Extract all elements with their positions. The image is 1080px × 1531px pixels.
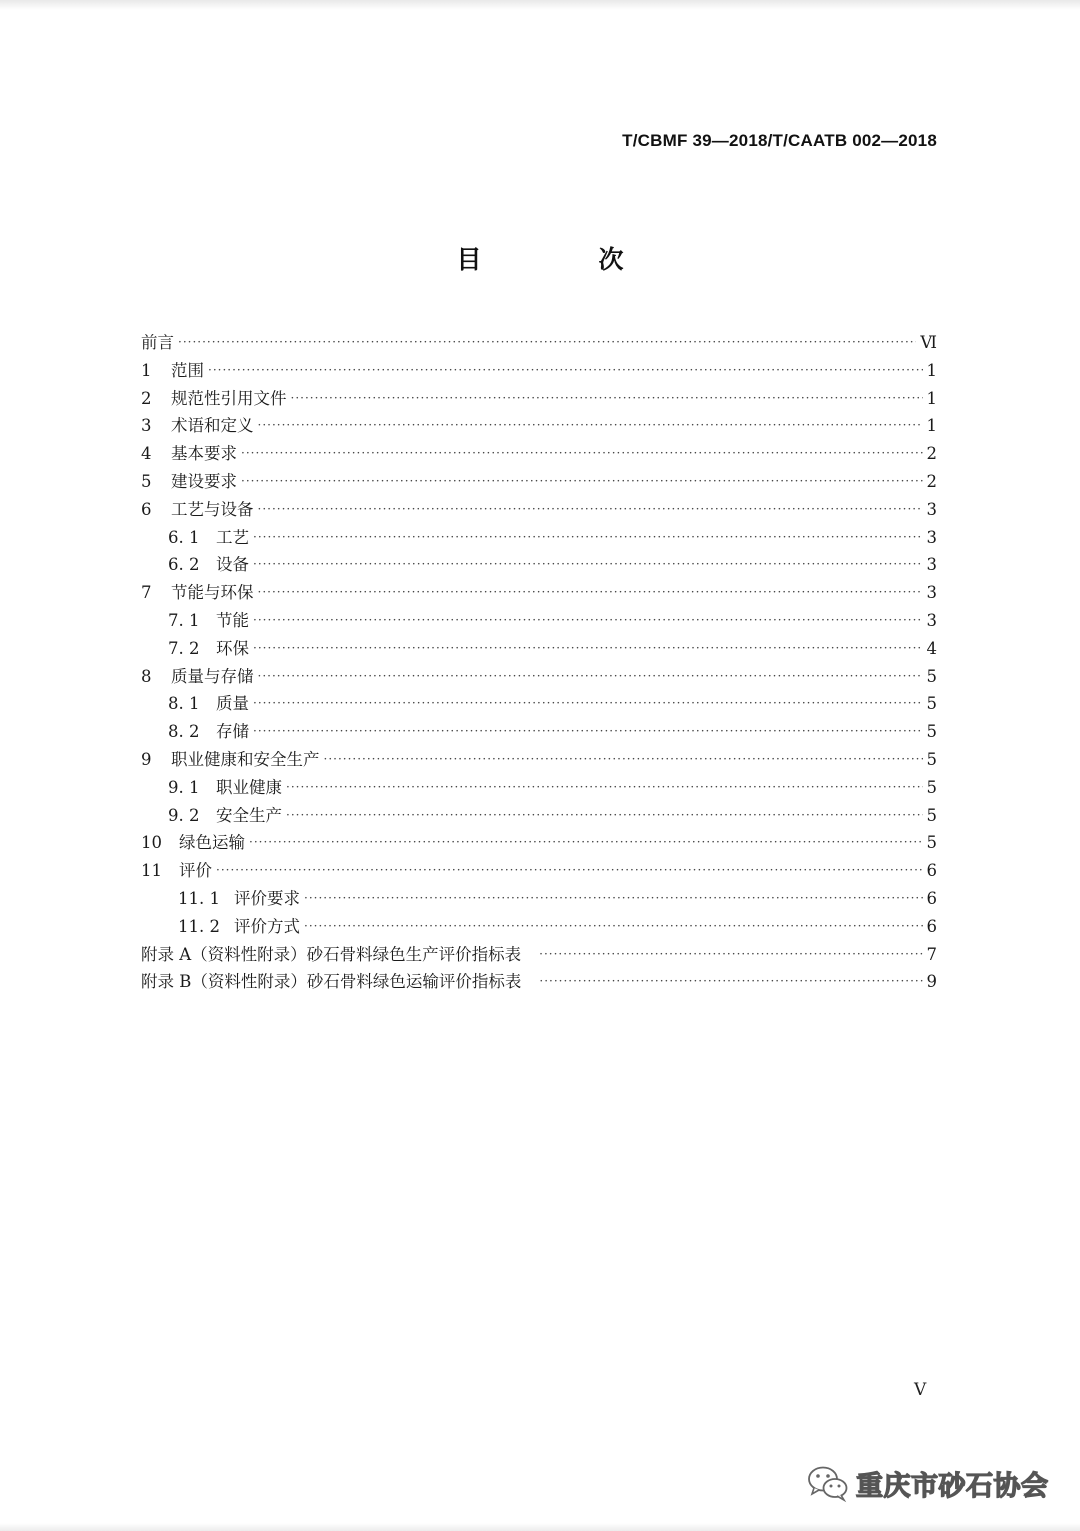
toc-entry-label: 职业健康和安全生产 bbox=[171, 749, 320, 769]
toc-entry-page: 5 bbox=[926, 805, 937, 825]
toc-entry-page: 5 bbox=[926, 694, 937, 714]
toc-entry-11-1[interactable] bbox=[141, 885, 937, 913]
toc-entry-9-2[interactable] bbox=[141, 802, 937, 830]
toc-entry-10[interactable] bbox=[141, 829, 937, 857]
toc-entry-page: 3 bbox=[926, 610, 937, 630]
toc-entry-appendix-a[interactable] bbox=[141, 941, 937, 969]
leader-dots bbox=[208, 357, 923, 385]
page-number: Ⅴ bbox=[914, 1380, 927, 1400]
leader-dots bbox=[286, 774, 923, 802]
leader-dots bbox=[539, 968, 922, 996]
toc-entry-number: 8. 1 bbox=[168, 694, 200, 714]
leader-dots bbox=[291, 385, 923, 413]
toc-entry-label: 前言 bbox=[141, 333, 174, 352]
toc-entry-7-2[interactable] bbox=[141, 635, 937, 663]
toc-entry-page: 5 bbox=[926, 722, 937, 742]
toc-entry-9-1[interactable] bbox=[141, 774, 937, 802]
leader-dots bbox=[286, 802, 923, 830]
leader-dots bbox=[216, 857, 923, 885]
toc-entry-number: 10 bbox=[141, 833, 162, 853]
leader-dots bbox=[249, 829, 923, 857]
leader-dots bbox=[258, 496, 923, 524]
table-of-contents bbox=[141, 329, 937, 996]
leader-dots bbox=[258, 412, 923, 440]
toc-entry-page: 3 bbox=[926, 555, 937, 575]
toc-entry-label: 工艺与设备 bbox=[171, 499, 254, 519]
leader-dots bbox=[178, 329, 916, 357]
toc-entry-number: 6 bbox=[141, 499, 152, 519]
toc-entry-number: 7 bbox=[141, 583, 152, 603]
toc-entry-7[interactable] bbox=[141, 579, 937, 607]
toc-entry-number: 6. 2 bbox=[168, 555, 200, 575]
toc-entry-page: 3 bbox=[926, 583, 937, 603]
toc-entry-8-2[interactable] bbox=[141, 718, 937, 746]
toc-entry-page: 9 bbox=[926, 972, 937, 992]
leader-dots bbox=[253, 718, 923, 746]
toc-entry-number: 4 bbox=[141, 444, 152, 464]
toc-entry-label: 基本要求 bbox=[171, 444, 237, 464]
toc-entry-foreword[interactable] bbox=[141, 329, 937, 357]
leader-dots bbox=[253, 551, 923, 579]
leader-dots bbox=[324, 746, 923, 774]
leader-dots bbox=[304, 913, 923, 941]
wechat-icon bbox=[806, 1463, 850, 1503]
toc-entry-page: 6 bbox=[926, 888, 937, 908]
toc-entry-number: 11 bbox=[141, 861, 162, 881]
toc-entry-label: 存储 bbox=[216, 722, 249, 742]
toc-entry-page: 1 bbox=[926, 388, 937, 408]
toc-entry-page: Ⅵ bbox=[920, 333, 937, 352]
toc-entry-8-1[interactable] bbox=[141, 690, 937, 718]
leader-dots bbox=[304, 885, 923, 913]
leader-dots bbox=[253, 690, 923, 718]
toc-entry-number: 6. 1 bbox=[168, 527, 200, 547]
toc-entry-label: 附录 B（资料性附录）砂石骨料绿色运输评价指标表 bbox=[141, 972, 522, 992]
toc-entry-6[interactable] bbox=[141, 496, 937, 524]
toc-entry-label: 规范性引用文件 bbox=[171, 388, 287, 408]
toc-entry-page: 6 bbox=[926, 861, 937, 881]
toc-entry-9[interactable] bbox=[141, 746, 937, 774]
toc-entry-label: 范围 bbox=[171, 360, 204, 380]
toc-entry-page: 4 bbox=[926, 638, 937, 658]
toc-entry-label: 质量 bbox=[216, 694, 249, 714]
toc-entry-1[interactable] bbox=[141, 357, 937, 385]
toc-entry-page: 2 bbox=[926, 471, 937, 491]
leader-dots bbox=[253, 524, 923, 552]
toc-entry-label: 建设要求 bbox=[171, 471, 237, 491]
toc-entry-page: 2 bbox=[926, 444, 937, 464]
toc-entry-page: 3 bbox=[926, 499, 937, 519]
toc-entry-11[interactable] bbox=[141, 857, 937, 885]
leader-dots bbox=[258, 663, 923, 691]
toc-entry-page: 5 bbox=[926, 666, 937, 686]
toc-entry-number: 11. 2 bbox=[178, 916, 220, 936]
leader-dots bbox=[241, 440, 923, 468]
toc-entry-page: 1 bbox=[926, 416, 937, 436]
toc-entry-number: 11. 1 bbox=[178, 888, 220, 908]
toc-entry-number: 7. 2 bbox=[168, 638, 200, 658]
toc-entry-5[interactable] bbox=[141, 468, 937, 496]
toc-entry-page: 3 bbox=[926, 527, 937, 547]
toc-entry-number: 5 bbox=[141, 471, 152, 491]
toc-entry-label: 节能与环保 bbox=[171, 583, 254, 603]
toc-entry-number: 1 bbox=[141, 360, 152, 380]
toc-entry-label: 评价方式 bbox=[234, 916, 300, 936]
toc-entry-number: 9 bbox=[141, 749, 152, 769]
toc-entry-number: 7. 1 bbox=[168, 610, 200, 630]
toc-entry-6-1[interactable] bbox=[141, 524, 937, 552]
leader-dots bbox=[539, 941, 922, 969]
toc-entry-number: 8 bbox=[141, 666, 152, 686]
toc-entry-label: 设备 bbox=[216, 555, 249, 575]
toc-entry-label: 工艺 bbox=[216, 527, 249, 547]
toc-entry-3[interactable] bbox=[141, 412, 937, 440]
toc-entry-label: 绿色运输 bbox=[179, 833, 245, 853]
watermark-text: 重庆市砂石协会 bbox=[856, 1470, 1049, 1502]
leader-dots bbox=[258, 579, 923, 607]
toc-entry-number: 9. 1 bbox=[168, 777, 200, 797]
toc-entry-8[interactable] bbox=[141, 663, 937, 691]
toc-entry-number: 8. 2 bbox=[168, 722, 200, 742]
toc-entry-2[interactable] bbox=[141, 385, 937, 413]
toc-entry-6-2[interactable] bbox=[141, 551, 937, 579]
toc-entry-11-2[interactable] bbox=[141, 913, 937, 941]
toc-entry-page: 5 bbox=[926, 777, 937, 797]
toc-entry-page: 5 bbox=[926, 833, 937, 853]
standard-code: T/CBMF 39—2018/T/CAATB 002—2018 bbox=[622, 131, 937, 150]
scan-edge-top bbox=[0, 0, 1080, 10]
toc-entry-label: 职业健康 bbox=[216, 777, 282, 797]
toc-entry-label: 节能 bbox=[216, 610, 249, 630]
toc-entry-label: 环保 bbox=[216, 638, 249, 658]
toc-entry-number: 3 bbox=[141, 416, 152, 436]
scan-edge-bottom bbox=[0, 1523, 1080, 1531]
toc-entry-appendix-b[interactable] bbox=[141, 968, 937, 996]
toc-entry-label: 质量与存储 bbox=[171, 666, 254, 686]
toc-entry-label: 附录 A（资料性附录）砂石骨料绿色生产评价指标表 bbox=[141, 944, 522, 964]
toc-entry-page: 5 bbox=[926, 749, 937, 769]
toc-entry-label: 术语和定义 bbox=[171, 416, 254, 436]
leader-dots bbox=[253, 635, 923, 663]
toc-entry-label: 安全生产 bbox=[216, 805, 282, 825]
watermark bbox=[806, 1463, 1049, 1503]
toc-entry-4[interactable] bbox=[141, 440, 937, 468]
leader-dots bbox=[241, 468, 923, 496]
toc-entry-page: 7 bbox=[926, 944, 937, 964]
toc-title: 目 次 bbox=[456, 245, 670, 274]
toc-entry-page: 1 bbox=[926, 360, 937, 380]
toc-entry-label: 评价 bbox=[179, 861, 212, 881]
toc-entry-page: 6 bbox=[926, 916, 937, 936]
leader-dots bbox=[253, 607, 923, 635]
toc-entry-number: 2 bbox=[141, 388, 152, 408]
toc-entry-number: 9. 2 bbox=[168, 805, 200, 825]
toc-entry-7-1[interactable] bbox=[141, 607, 937, 635]
toc-entry-label: 评价要求 bbox=[234, 888, 300, 908]
